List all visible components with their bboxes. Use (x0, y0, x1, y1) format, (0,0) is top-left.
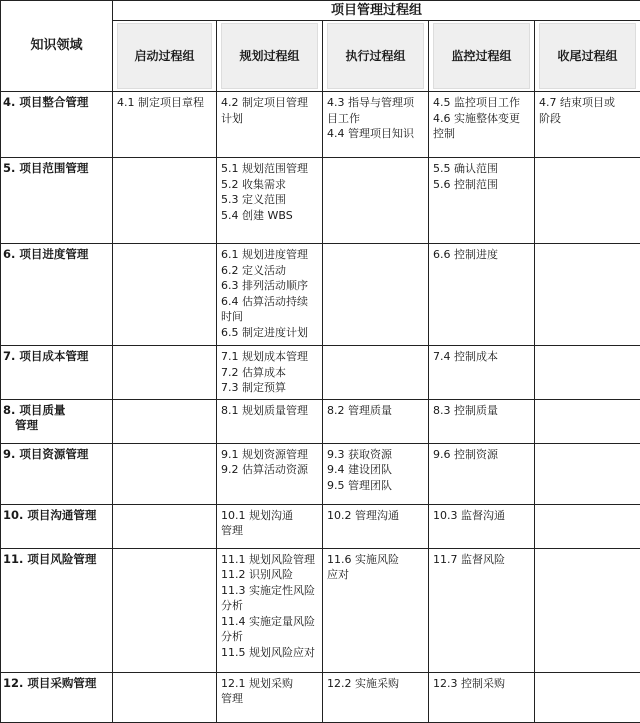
process-item: 11.7 监督风险 (433, 552, 530, 568)
process-cell (217, 443, 323, 504)
process-item: 6.1 规划进度管理 (221, 247, 318, 263)
process-cell (535, 399, 640, 443)
knowledge-area-header: 知识领域 (1, 1, 113, 92)
process-item: 5.4 创建 WBS (221, 208, 318, 224)
knowledge-area-label: 6. 项目进度管理 (3, 247, 108, 263)
table-row (1, 504, 640, 548)
process-item: 9.1 规划资源管理 (221, 447, 318, 463)
executing-group-header: 执行过程组 (323, 21, 429, 92)
process-item: 6.4 估算活动持续 (221, 294, 318, 310)
table-body (1, 92, 640, 723)
process-item: 4.1 制定项目章程 (117, 95, 212, 111)
process-item: 时间 (221, 309, 318, 325)
process-item: 12.2 实施采购 (327, 676, 424, 692)
process-cell (113, 346, 217, 400)
process-cell (113, 443, 217, 504)
process-group-header: 项目管理过程组 (113, 1, 640, 21)
process-cell (323, 158, 429, 244)
process-cell (113, 158, 217, 244)
process-cell (323, 92, 429, 158)
process-cell (535, 92, 640, 158)
knowledge-area-cell (1, 548, 113, 672)
process-item: 10.3 监督沟通 (433, 508, 530, 524)
process-item: 6.2 定义活动 (221, 263, 318, 279)
knowledge-area-label: 管理 (3, 418, 108, 434)
process-cell (217, 548, 323, 672)
process-cell (429, 244, 535, 346)
process-item: 11.3 实施定性风险 (221, 583, 318, 599)
knowledge-area-cell (1, 504, 113, 548)
process-item: 11.6 实施风险 (327, 552, 424, 568)
process-item: 11.4 实施定量风险 (221, 614, 318, 630)
process-item: 9.6 控制资源 (433, 447, 530, 463)
knowledge-area-label: 9. 项目资源管理 (3, 447, 108, 463)
process-cell (535, 158, 640, 244)
process-cell (217, 672, 323, 722)
process-cell (535, 672, 640, 722)
process-item: 9.2 估算活动资源 (221, 462, 318, 478)
process-item: 7.3 制定预算 (221, 380, 318, 396)
process-item: 8.2 管理质量 (327, 403, 424, 419)
process-cell (429, 443, 535, 504)
process-cell (429, 92, 535, 158)
process-item: 5.2 收集需求 (221, 177, 318, 193)
table-row (1, 92, 640, 158)
process-item: 6.5 制定进度计划 (221, 325, 318, 341)
process-item: 6.3 排列活动顺序 (221, 278, 318, 294)
knowledge-area-label: 12. 项目采购管理 (3, 676, 108, 692)
process-cell (535, 443, 640, 504)
process-cell (323, 399, 429, 443)
process-cell (429, 346, 535, 400)
process-item: 10.2 管理沟通 (327, 508, 424, 524)
process-item: 6.6 控制进度 (433, 247, 530, 263)
closing-group-header: 收尾过程组 (535, 21, 640, 92)
process-item: 4.3 指导与管理项 (327, 95, 424, 111)
process-cell (323, 504, 429, 548)
monitoring-group-header: 监控过程组 (429, 21, 535, 92)
process-item: 5.1 规划范围管理 (221, 161, 318, 177)
process-cell (113, 92, 217, 158)
planning-group-header: 规划过程组 (217, 21, 323, 92)
process-item: 8.1 规划质量管理 (221, 403, 318, 419)
process-cell (323, 548, 429, 672)
process-item: 10.1 规划沟通 (221, 508, 318, 524)
process-item: 4.4 管理项目知识 (327, 126, 424, 142)
process-item: 5.6 控制范围 (433, 177, 530, 193)
knowledge-area-cell (1, 443, 113, 504)
process-cell (535, 548, 640, 672)
process-item: 应对 (327, 567, 424, 583)
process-item: 4.6 实施整体变更 (433, 111, 530, 127)
process-item: 管理 (221, 691, 318, 707)
table-row (1, 443, 640, 504)
table-row (1, 548, 640, 672)
process-cell (535, 346, 640, 400)
process-cell (323, 443, 429, 504)
knowledge-area-cell (1, 672, 113, 722)
knowledge-area-label: 5. 项目范围管理 (3, 161, 108, 177)
process-item: 11.5 规划风险应对 (221, 645, 318, 661)
process-item: 9.5 管理团队 (327, 478, 424, 494)
table-row (1, 672, 640, 722)
process-cell (217, 346, 323, 400)
process-item: 11.2 识别风险 (221, 567, 318, 583)
process-item: 目工作 (327, 111, 424, 127)
knowledge-area-cell (1, 158, 113, 244)
process-cell (429, 399, 535, 443)
process-cell (113, 504, 217, 548)
process-item: 7.2 估算成本 (221, 365, 318, 381)
process-item: 管理 (221, 523, 318, 539)
knowledge-area-label: 11. 项目风险管理 (3, 552, 108, 568)
knowledge-area-label: 7. 项目成本管理 (3, 349, 108, 365)
process-cell (429, 548, 535, 672)
process-cell (217, 244, 323, 346)
process-item: 11.1 规划风险管理 (221, 552, 318, 568)
process-cell (535, 244, 640, 346)
process-item: 分析 (221, 598, 318, 614)
process-cell (113, 548, 217, 672)
process-item: 9.4 建设团队 (327, 462, 424, 478)
knowledge-area-cell (1, 399, 113, 443)
process-item: 阶段 (539, 111, 636, 127)
process-item: 5.5 确认范围 (433, 161, 530, 177)
process-item: 8.3 控制质量 (433, 403, 530, 419)
knowledge-area-label: 4. 项目整合管理 (3, 95, 108, 111)
table-row (1, 158, 640, 244)
knowledge-area-cell (1, 92, 113, 158)
process-cell (323, 244, 429, 346)
process-cell (113, 399, 217, 443)
knowledge-area-cell (1, 244, 113, 346)
process-cell (429, 158, 535, 244)
process-cell (323, 672, 429, 722)
process-item: 4.7 结束项目或 (539, 95, 636, 111)
process-item: 7.4 控制成本 (433, 349, 530, 365)
process-item: 控制 (433, 126, 530, 142)
knowledge-area-label: 8. 项目质量 (3, 403, 108, 419)
table-row (1, 346, 640, 400)
process-cell (217, 158, 323, 244)
process-item: 5.3 定义范围 (221, 192, 318, 208)
process-item: 7.1 规划成本管理 (221, 349, 318, 365)
initiating-group-header: 启动过程组 (113, 21, 217, 92)
process-cell (217, 399, 323, 443)
process-cell (217, 504, 323, 548)
process-item: 4.2 制定项目管理 (221, 95, 318, 111)
process-item: 计划 (221, 111, 318, 127)
table-row (1, 244, 640, 346)
process-cell (113, 672, 217, 722)
process-item: 4.5 监控项目工作 (433, 95, 530, 111)
process-cell (113, 244, 217, 346)
process-cell (535, 504, 640, 548)
table-row (1, 399, 640, 443)
process-item: 12.3 控制采购 (433, 676, 530, 692)
process-cell (217, 92, 323, 158)
process-cell (429, 672, 535, 722)
knowledge-area-label: 10. 项目沟通管理 (3, 508, 108, 524)
process-item: 9.3 获取资源 (327, 447, 424, 463)
process-item: 12.1 规划采购 (221, 676, 318, 692)
knowledge-area-cell (1, 346, 113, 400)
process-item: 分析 (221, 629, 318, 645)
process-cell (429, 504, 535, 548)
process-cell (323, 346, 429, 400)
